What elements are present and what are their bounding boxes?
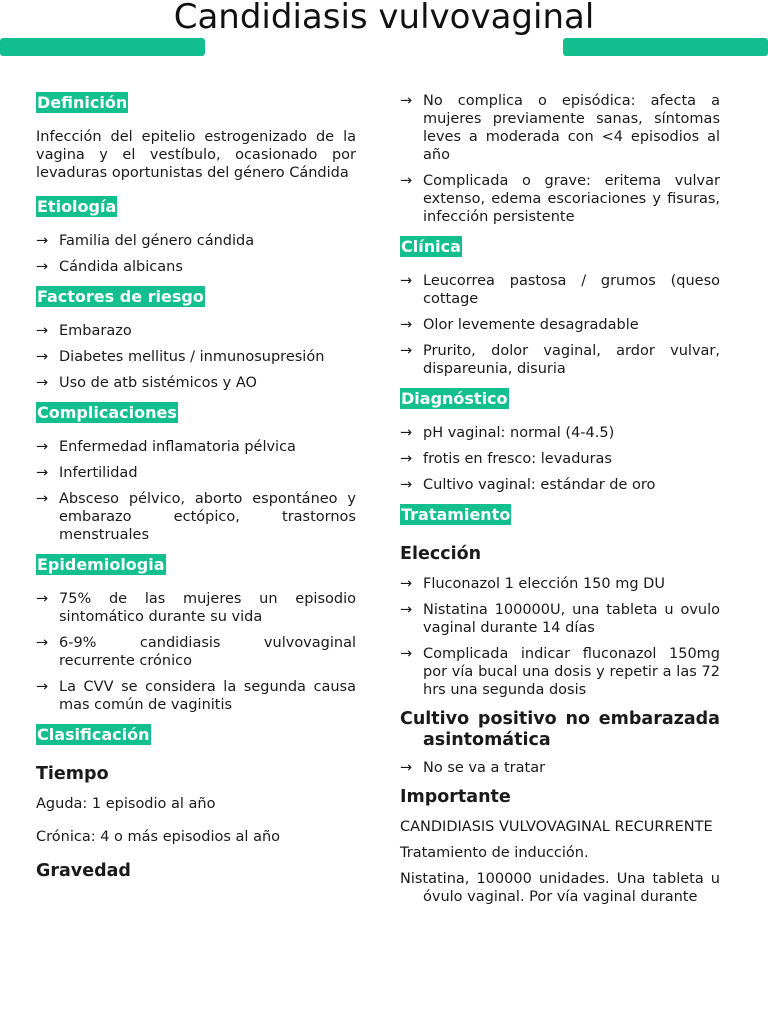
cultivo-list (400, 759, 720, 777)
heading-etiologia: Etiología (37, 197, 117, 216)
list-item: → Cultivo vaginal: estándar de oro (400, 476, 720, 494)
list-item: → 6-9% candidiasis vulvovaginal recurrente crónico (36, 634, 356, 670)
heading-tratamiento: Tratamiento (401, 505, 511, 524)
subheading-cultivo-positivo: Cultivo positivo no embarazada asintomática (400, 709, 720, 750)
list-item: → Uso de atb sistémicos y AO (36, 374, 356, 392)
subheading-importante: Importante (400, 787, 511, 807)
list-item: → Absceso pélvico, aborto espontáneo y embarazo ectópico, trastornos menstruales (36, 490, 356, 544)
list-item: → Complicada indicar fluconazol 150mg por vía bucal una dosis y repetir a las 72 hrs una segunda dosis (400, 645, 720, 699)
factores-list (36, 322, 356, 392)
heading-clasificacion: Clasificación (37, 725, 150, 744)
list-item: → Complicada o grave: eritema vulvar extenso, edema escoriaciones y fisuras, infección persistente (400, 172, 720, 226)
list-item: → La CVV se considera la segunda causa mas común de vaginitis (36, 678, 356, 714)
subheading-tiempo: Tiempo (36, 764, 109, 784)
list-item: → Enfermedad inflamatoria pélvica (36, 438, 356, 456)
subheading-gravedad: Gravedad (36, 861, 131, 881)
etiologia-list (36, 232, 356, 276)
list-item: → Leucorrea pastosa / grumos (queso cottage (400, 272, 720, 308)
importante-nistatina: Nistatina, 100000 unidades. Una tableta u óvulo vaginal. Por vía vaginal durante (400, 871, 720, 905)
list-item: → 75% de las mujeres un episodio sintomático durante su vida (36, 590, 356, 626)
accent-bar-right (563, 38, 768, 56)
list-item: → pH vaginal: normal (4-4.5) (400, 424, 720, 442)
heading-complicaciones: Complicaciones (37, 403, 177, 422)
eleccion-list (400, 575, 720, 699)
left-column (36, 92, 356, 892)
list-item: → Embarazo (36, 322, 356, 340)
page-title: Candidiasis vulvovaginal (173, 0, 595, 37)
diagnostico-list (400, 424, 720, 494)
heading-epidemiologia: Epidemiologia (37, 555, 165, 574)
importante-recurrente: CANDIDIASIS VULVOVAGINAL RECURRENTE (400, 819, 713, 835)
heading-definicion: Definición (37, 93, 128, 112)
list-item: → Familia del género cándida (36, 232, 356, 250)
accent-bar-left (0, 38, 205, 56)
heading-clinica: Clínica (401, 237, 461, 256)
gravedad-list (400, 92, 720, 226)
list-item: → Diabetes mellitus / inmunosupresión (36, 348, 356, 366)
subheading-eleccion: Elección (400, 544, 482, 564)
list-item: → Cándida albicans (36, 258, 356, 276)
list-item: → No se va a tratar (400, 759, 720, 777)
list-item: → Olor levemente desagradable (400, 316, 720, 334)
heading-factores: Factores de riesgo (37, 287, 204, 306)
list-item: → No complica o episódica: afecta a mujeres previamente sanas, síntomas leves a moderada con <4 episodios al año (400, 92, 720, 164)
definicion-text: Infección del epitelio estrogenizado de la vagina y el vestíbulo, ocasionado por levaduras oportunistas del género Cándida (36, 129, 356, 181)
list-item: → Fluconazol 1 elección 150 mg DU (400, 575, 720, 593)
complicaciones-list (36, 438, 356, 544)
clinica-list (400, 272, 720, 378)
heading-diagnostico: Diagnóstico (401, 389, 508, 408)
list-item: → frotis en fresco: levaduras (400, 450, 720, 468)
list-item: → Nistatina 100000U, una tableta u ovulo vaginal durante 14 días (400, 601, 720, 637)
list-item: → Prurito, dolor vaginal, ardor vulvar, dispareunia, disuria (400, 342, 720, 378)
epidemiologia-list (36, 590, 356, 714)
aguda-text: Aguda: 1 episodio al año (36, 796, 216, 812)
importante-induccion: Tratamiento de inducción. (400, 845, 589, 861)
right-column (400, 92, 720, 914)
cronica-text: Crónica: 4 o más episodios al año (36, 829, 281, 845)
list-item: → Infertilidad (36, 464, 356, 482)
